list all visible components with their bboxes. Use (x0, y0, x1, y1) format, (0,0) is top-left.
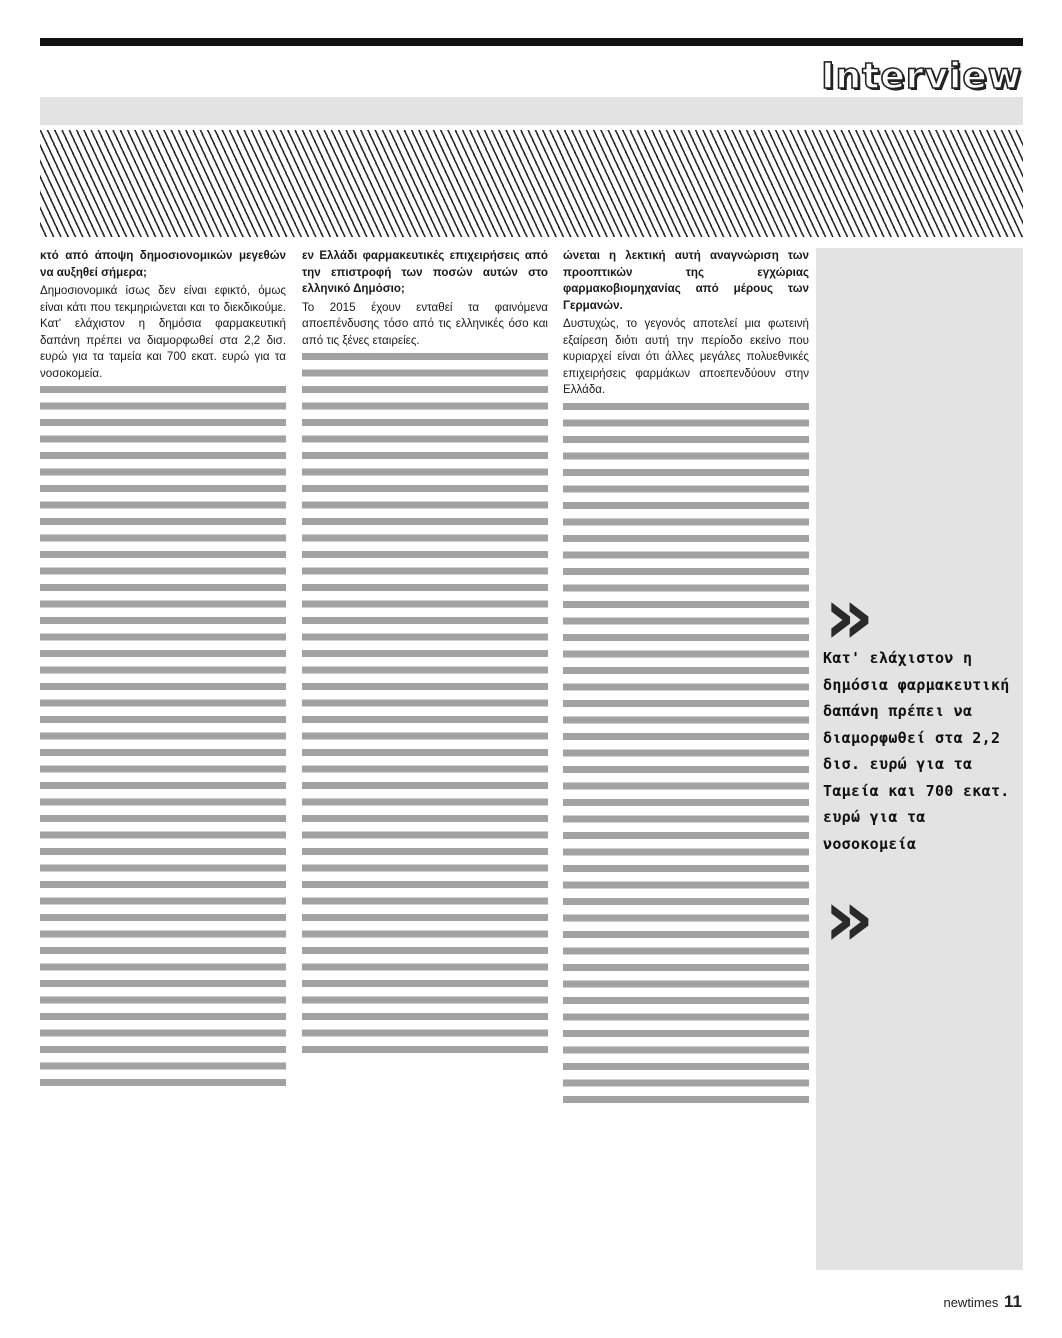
pull-quote-text: Κατ' ελάχιστον η δημόσια φαρμακευτική δαπάνη πρέπει να διαμορφωθεί στα 2,2 δισ. ευρώ για τα Ταμεία και 700 εκατ. ευρώ για τα νοσοκομεία (823, 649, 1010, 853)
question-heading: κτό από άποψη δημοσιονομικών μεγεθών να αυξηθεί σήμερα; (40, 249, 286, 279)
quote-open-icon: » (824, 572, 869, 662)
article-column-2 (302, 248, 548, 1270)
answer-paragraph: Το 2015 έχουν ενταθεί τα φαινόμενα αποεπένδυσης τόσο από τις ελληνικές όσο και από τις ξένες εταιρείες. (302, 300, 548, 347)
page-number: 11 (1004, 1292, 1022, 1311)
question-heading: εν Ελλάδι φαρμακευτικές επιχειρήσεις από την επιστροφή των ποσών αυτών στο ελληνικό Δημόσιο; (302, 249, 548, 295)
text-continuation (563, 403, 809, 1103)
article-column-1 (40, 248, 286, 1270)
header-band (40, 97, 1023, 125)
hatch-pattern (40, 130, 1023, 237)
top-rule (40, 38, 1023, 46)
magazine-name: newtimes (943, 1295, 999, 1310)
article-column-3 (563, 248, 809, 1270)
answer-paragraph: Δυστυχώς, το γεγονός αποτελεί μια φωτεινή εξαίρεση διότι αυτή την περίοδο εκείνο που κυριαρχεί είναι ότι άλλες μεγάλες πολυεθνικές επιχειρήσεις φαρμάκων αποεπενδύουν στην Ελλάδα. (563, 317, 809, 396)
quote-close-icon: » (824, 874, 869, 964)
text-continuation (40, 386, 286, 1086)
answer-paragraph: Δημοσιονομικά ίσως δεν είναι εφικτό, όμως είναι κάτι που τεκμηριώνεται και το διεκδικούμε. Κατ' ελάχιστον η δημόσια φαρμακευτική δαπάνη πρέπει να διαμορφωθεί στα 2,2 δισ. ευρώ για τα ταμεία και 700 εκατ. ευρώ για τα νοσοκομεία. (40, 284, 286, 380)
question-heading: ώνεται η λεκτική αυτή αναγνώριση των προοπτικών της εγχώριας φαρμακοβιομηχανίας από μέρους των Γερμανών. (563, 249, 809, 312)
section-label: Interview (821, 56, 1022, 97)
page-footer (943, 1292, 1022, 1312)
text-continuation (302, 353, 548, 1053)
